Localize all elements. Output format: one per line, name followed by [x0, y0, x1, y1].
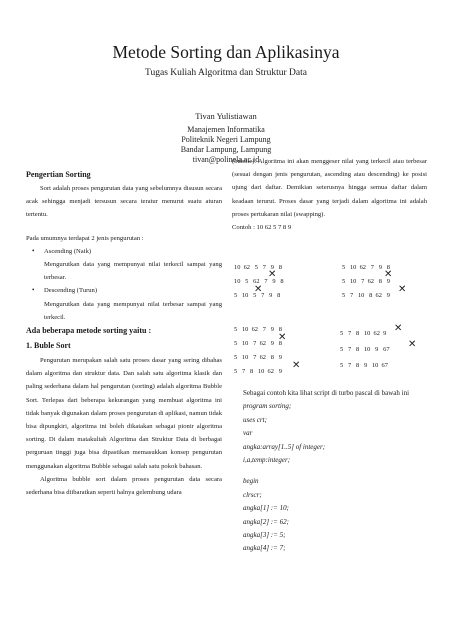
- diagram-row: 5 10 62 7 9 8: [234, 326, 282, 333]
- author-name: Tivan Yulistiawan: [195, 111, 257, 121]
- affiliation-line: Politeknik Negeri Lampung: [181, 135, 271, 144]
- diagram-row: 5 7 8 9 10 67: [340, 362, 388, 369]
- paper-title: Metode Sorting dan Aplikasinya: [112, 42, 340, 62]
- swap-mark-icon: ✕: [292, 360, 301, 371]
- diagram-row: 5 10 62 7 9 8: [342, 264, 390, 271]
- swap-mark-icon: ✕: [278, 332, 287, 343]
- code-line: begin: [243, 477, 259, 486]
- code-intro: Sebagai contoh kita lihat script di turbo pascal di bawah ini: [243, 389, 410, 397]
- sorting-type-list: [26, 245, 222, 258]
- list-item-description: Mengurutkan data yang mempunyai nilai terkecil sampai yang terbesar.: [44, 261, 222, 282]
- paragraph: Pengurutan merupakan salah satu proses dasar yang sering dibahas dalam algoritma dan struktur data. Dan salah satu algoritma klasik dan paling sederhana dalam hal pengurutan (sorting) adalah algoritma Bubble Sort. Terlepas dari beberapa kekurangan yang membuat algoritma ini tidak banyak digunakan dalam proses pengurutan di aplikasi, namun tidak bisa dipungkiri, algoritma ini boleh dikatakan sebagai pionir algoritma sorting. Di dalam matakuliah Algoritma dan Struktur Data di berbagai perguruan tinggi juga bisa dipastikan memasukkan konsep pengurutan menggunakan algoritma Bubble sebagai salah satu pokok bahasan.: [26, 357, 222, 470]
- sorting-type-list: [26, 284, 222, 297]
- code-line: clrscr;: [243, 490, 262, 499]
- diagram-row: 10 62 5 7 9 8: [234, 264, 282, 271]
- list-item: • Descending (Turun): [44, 284, 222, 297]
- code-line: angka[2] := 62;: [243, 517, 289, 526]
- swap-mark-icon: ✕: [408, 339, 417, 350]
- list-item-description: Mengurutkan data yang mempunyai nilai terbesar sampai yang terkecil.: [44, 300, 222, 321]
- code-line: angka[4] := 7;: [243, 544, 286, 553]
- right-column: [232, 155, 427, 234]
- diagram-row: 5 10 7 62 8 9: [234, 354, 282, 361]
- paper-subtitle: Tugas Kuliah Algoritma dan Struktur Data: [145, 68, 307, 78]
- diagram-row: 5 7 8 10 9 67: [340, 346, 390, 353]
- code-line: i,a,temp:integer;: [243, 456, 291, 465]
- diagram-row: 5 10 7 62 8 9: [342, 278, 390, 285]
- diagram-row: 5 7 10 8 62 9: [342, 292, 390, 299]
- example-label: Contoh : 10 62 5 7 8 9: [232, 224, 292, 232]
- swap-mark-icon: ✕: [384, 269, 393, 280]
- paragraph: (bubble). Algoritma ini akan menggeser nilai yang terkecil atau terbesar (sesuai dengan jenis pengurutan, ascending atau descending) ke posisi ujung dari daftar. Demikian seterusnya hingga semua daftar dalam keadaan terurut. Proses dasar yang terjadi dalam algoritma ini adalah proses pertukaran nilai (swapping).: [232, 158, 427, 218]
- section-heading: Ada beberapa metode sorting yaitu :: [26, 326, 152, 336]
- paragraph: Algoritma bubble sort dalam proses pengurutan data secara sederhana bisa diibaratkan seperti halnya gelembung udara: [26, 475, 222, 497]
- code-line: angka:array[1..5] of integer;: [243, 442, 326, 451]
- left-column: [26, 168, 222, 499]
- swap-mark-icon: ✕: [398, 284, 407, 295]
- code-line: uses crt;: [243, 415, 267, 424]
- paragraph: Sort adalah proses pengurutan data yang sebelumnya disusun secara acak sehingga menjadi tersusun secara teratur menurut suatu aturan tertentu.: [26, 185, 222, 219]
- diagram-row: 5 10 7 62 9 8: [234, 340, 282, 347]
- diagram-row: 10 5 62 7 9 8: [234, 278, 284, 285]
- subsection-heading: 1. Buble Sort: [26, 341, 71, 351]
- code-line: angka[1] := 10;: [243, 504, 289, 513]
- affiliation-line: Manajemen Informatika: [187, 125, 265, 134]
- code-line: angka[3] := 5;: [243, 531, 286, 540]
- diagram-row: 5 10 5 7 9 8: [234, 292, 281, 299]
- swap-mark-icon: ✕: [254, 284, 263, 295]
- paragraph: Pada umumnya terdapat 2 jenis pengurutan :: [26, 234, 144, 242]
- swap-mark-icon: ✕: [394, 323, 403, 334]
- diagram-row: 5 7 8 10 62 9: [234, 368, 282, 375]
- bubble-sort-diagram: [232, 264, 432, 386]
- swap-mark-icon: ✕: [268, 269, 277, 280]
- author-email: tivan@polinela.ac.id: [192, 155, 260, 164]
- section-heading: Pengertian Sorting: [26, 170, 91, 179]
- affiliation-line: Bandar Lampung, Lampung: [180, 145, 272, 154]
- diagram-row: 5 7 8 10 62 9: [340, 330, 387, 337]
- code-block: [243, 387, 433, 556]
- code-line: var: [243, 429, 253, 438]
- list-item: • Ascending (Naik): [44, 245, 222, 258]
- code-line: program sorting;: [243, 402, 292, 411]
